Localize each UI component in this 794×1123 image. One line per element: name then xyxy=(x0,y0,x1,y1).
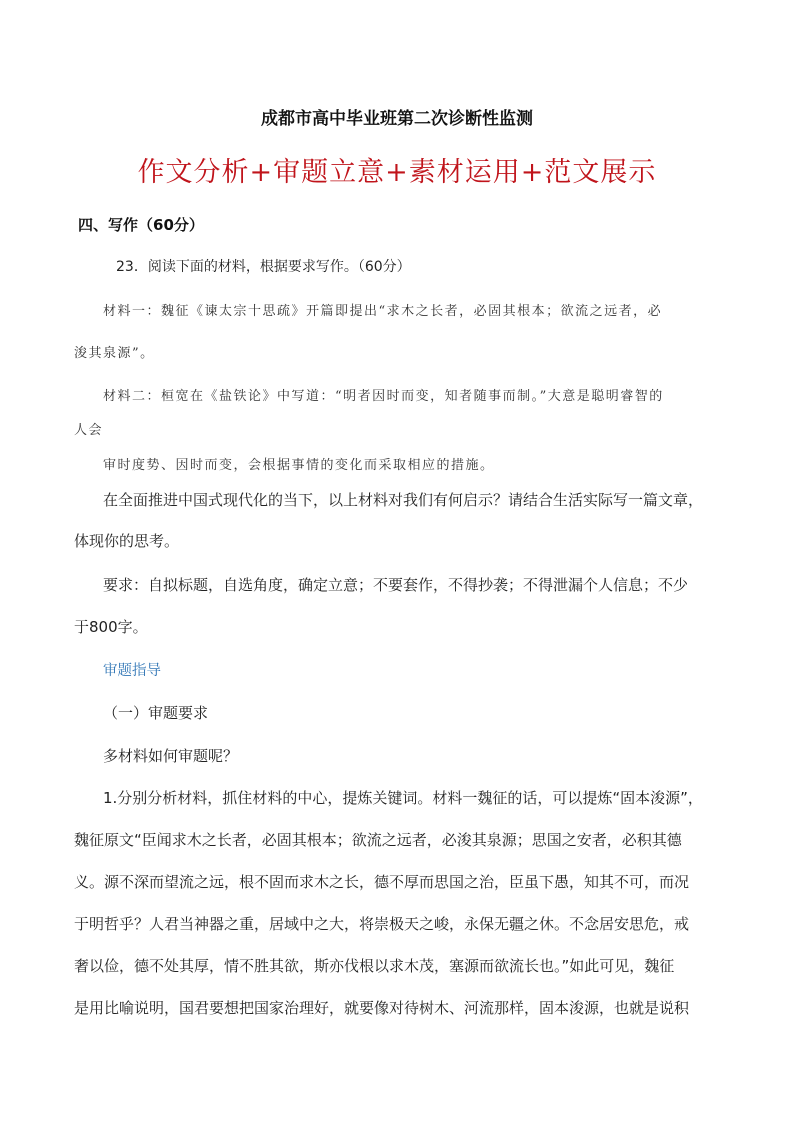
page-subtitle: 作文分析+审题立意+素材运用+范文展示 xyxy=(137,157,657,188)
analysis-line: 奢以俭，德不处其厚，情不胜其欲，斯亦伐根以求木茂，塞源而欲流长也。”如此可见，魏征 xyxy=(74,957,675,975)
requirements-line-1: 要求：自拟标题，自选角度，确定立意；不要套作，不得抄袭；不得泄漏个人信息；不少 xyxy=(103,576,689,594)
analysis-line: 1.分别分析材料，抓住材料的中心，提炼关键词。材料一魏征的话，可以提炼“固本浚源”， xyxy=(103,789,703,807)
analysis-line: 是用比喻说明，国君要想把国家治理好，就要像对待树木、河流那样，固本浚源，也就是说积 xyxy=(74,999,690,1017)
material-2-line-1: 材料二：桓宽在《盐铁论》中写道：“明者因时而变，知者随事而制。”大意是聪明睿智的 xyxy=(103,389,664,404)
question-23: 23．阅读下面的材料，根据要求写作。（60分） xyxy=(116,259,411,275)
material-2-line-3: 审时度势、因时而变，会根据事情的变化而采取相应的措施。 xyxy=(103,458,495,473)
prompt-line-2: 体现你的思考。 xyxy=(74,532,180,550)
question-line: 多材料如何审题呢？ xyxy=(103,747,239,765)
sub-heading: （一）审题要求 xyxy=(103,704,209,722)
section-heading: 四、写作（60分） xyxy=(78,216,204,234)
analysis-line: 魏征原文“臣闻求木之长者，必固其根本；欲流之远者，必浚其泉源；思国之安者，必积其德 xyxy=(74,831,682,849)
requirements-line-2: 于800字。 xyxy=(74,618,148,636)
material-1-line-2: 浚其泉源”。 xyxy=(74,346,155,361)
analysis-line: 于明哲乎？人君当神器之重，居域中之大，将崇极天之峻，永保无疆之休。不念居安思危，戒 xyxy=(74,915,690,933)
guide-heading: 审题指导 xyxy=(103,663,161,679)
prompt-line-1: 在全面推进中国式现代化的当下，以上材料对我们有何启示？请结合生活实际写一篇文章， xyxy=(103,491,704,509)
material-2-line-2: 人会 xyxy=(74,423,104,438)
material-1-line-1: 材料一：魏征《谏太宗十思疏》开篇即提出“求木之长者，必固其根本；欲流之远者，必 xyxy=(103,304,663,319)
analysis-line: 义。源不深而望流之远，根不固而求木之长，德不厚而思国之治，臣虽下愚，知其不可，而况 xyxy=(74,873,690,891)
page-title: 成都市高中毕业班第二次诊断性监测 xyxy=(261,109,533,129)
